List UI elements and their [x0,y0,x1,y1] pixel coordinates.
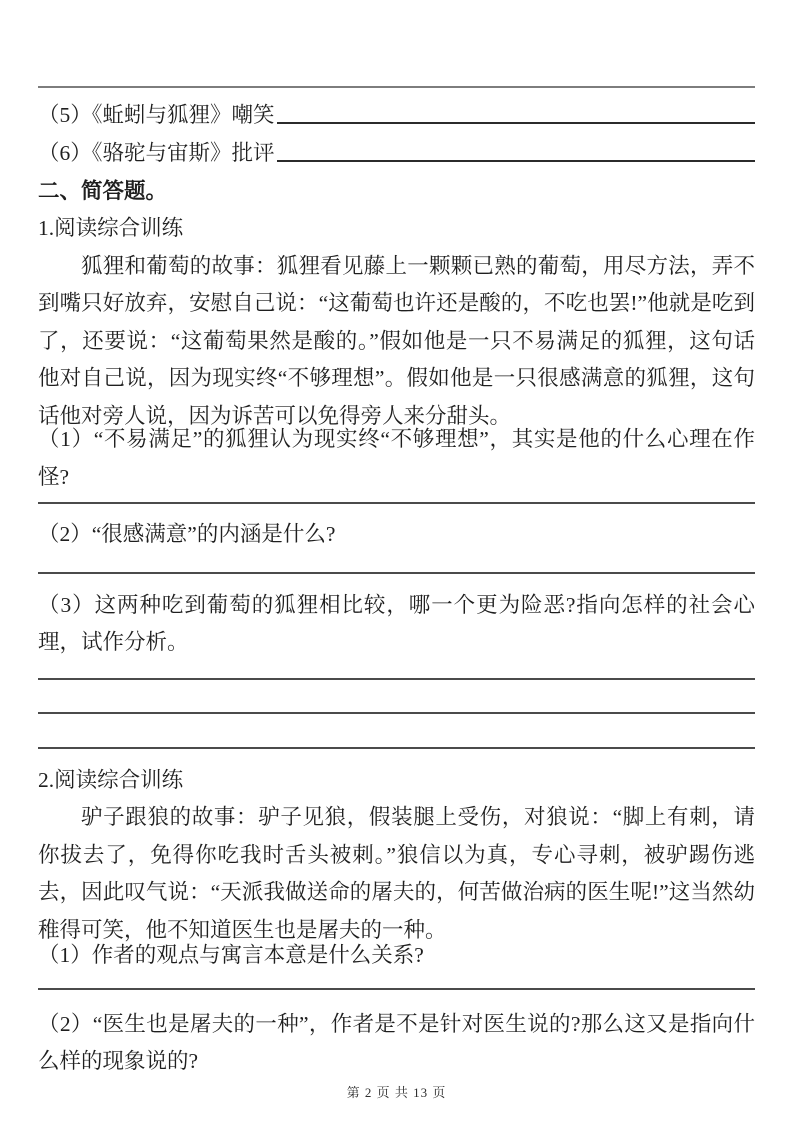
exercise-1-passage: 狐狸和葡萄的故事：狐狸看见藤上一颗颗已熟的葡萄，用尽方法，弄不到嘴只好放弃，安慰自己说：“这葡萄也许还是酸的，不吃也罢!”他就是吃到了，还要说：“这葡萄果然是酸的。”假如他是一只不易满足的狐狸，这句话他对自己说，因为现实终“不够理想”。假如他是一只很感满意的狐狸，这句话他对旁人说，因为诉苦可以免得旁人来分甜头。 [38,253,755,428]
answer-line [38,502,755,504]
exercise-1-question-1: （1）“不易满足”的狐狸认为现实终“不够理想”，其实是他的什么心理在作怪? [38,427,755,489]
fill-in-item-5 [38,96,755,134]
fill-in-label: （5）《蚯蚓与狐狸》嘲笑 [38,103,275,127]
section-heading: 二、简答题。 [38,179,168,203]
answer-blank [275,134,755,172]
page-footer: 第 2 页 共 13 页 [346,1085,447,1100]
exercise-2-question-2: （2）“医生也是屠夫的一种”，作者是不是针对医生说的?那么这又是指向什么样的现象说的? [38,1011,755,1073]
answer-line [38,988,755,990]
exercise-1-question-3: （3）这两种吃到葡萄的狐狸相比较，哪一个更为险恶?指向怎样的社会心理，试作分析。 [38,592,755,654]
answer-line [38,572,755,574]
header-rule [38,86,755,88]
answer-line [38,678,755,680]
answer-line [38,747,755,749]
exercise-1-question-2: （2）“很感满意”的内涵是什么? [38,522,336,546]
answer-blank [275,96,755,134]
fill-in-item-6 [38,134,755,172]
exercise-1-title: 1.阅读综合训练 [38,216,184,240]
exercise-2-passage: 驴子跟狼的故事：驴子见狼，假装腿上受伤，对狼说：“脚上有刺，请你拔去了，免得你吃我时舌头被刺。”狼信以为真，专心寻刺，被驴踢伤逃去，因此叹气说：“天派我做送命的屠夫的，何苦做治病的医生呢!”这当然幼稚得可笑，他不知道医生也是屠夫的一种。 [38,805,755,942]
exercise-2-title: 2.阅读综合训练 [38,767,184,792]
fill-in-label: （6）《骆驼与宙斯》批评 [38,141,275,165]
exercise-2-question-1: （1）作者的观点与寓言本意是什么关系? [38,943,424,967]
answer-line [38,712,755,714]
